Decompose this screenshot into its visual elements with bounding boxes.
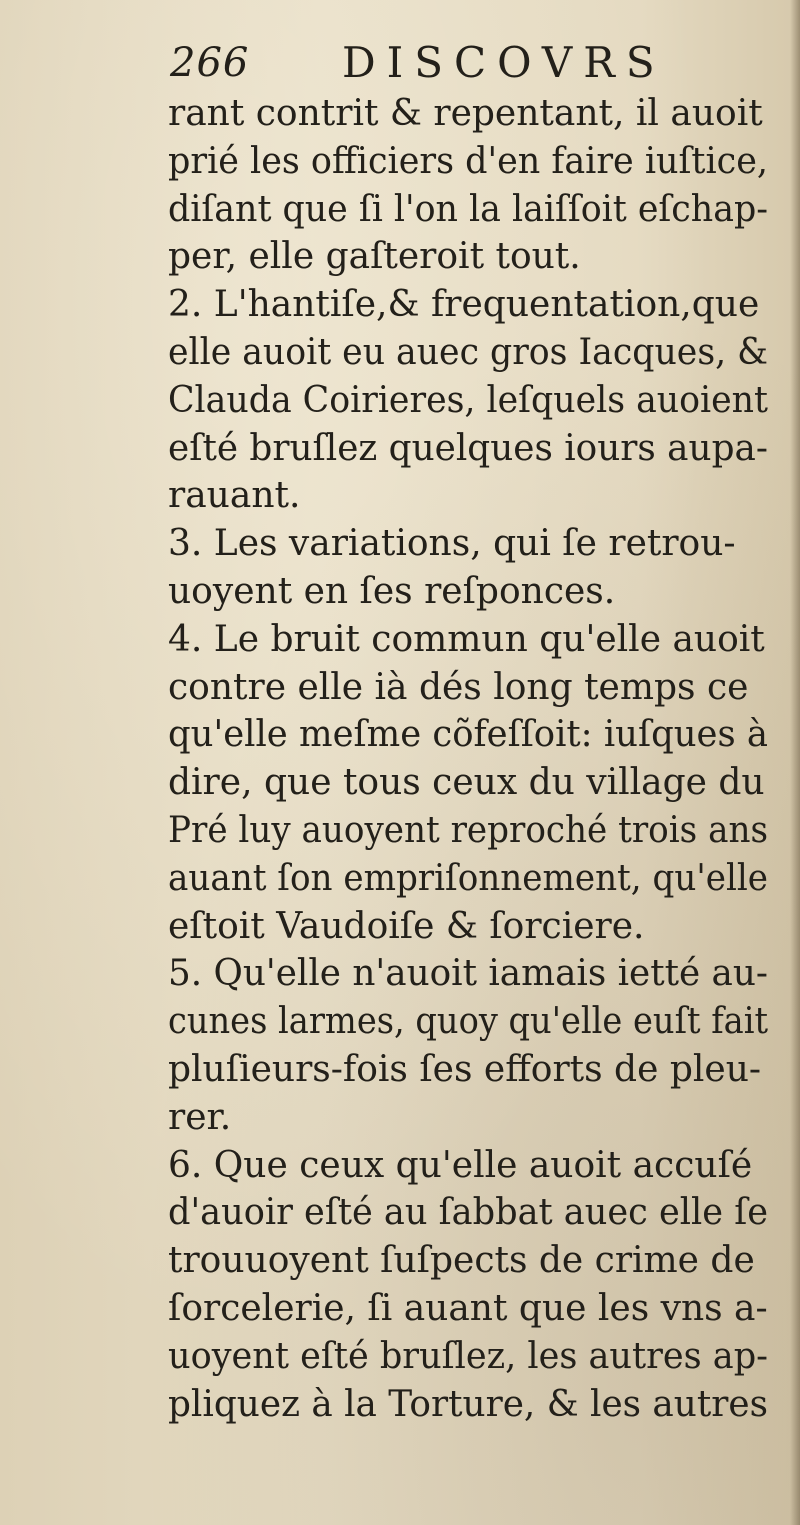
text-line: Clauda Coirieres, leſquels auoient — [168, 379, 768, 421]
text-line: uoyent eſté bruſlez, les autres ap- — [168, 1335, 769, 1377]
text-line: pluſieurs-fois ſes efforts de pleu- — [168, 1048, 762, 1090]
text-line: auant ſon empriſonnement, qu'elle — [168, 857, 769, 899]
text-line: elle auoit eu auec gros Iacques, & — [168, 331, 769, 373]
text-line: Pré luy auoyent reproché trois ans — [168, 809, 768, 851]
text-line: 5. Qu'elle n'auoit iamais ietté au- — [168, 953, 769, 995]
page-edge-shadow — [790, 0, 800, 1525]
text-line: dire, que tous ceux du village du — [168, 762, 765, 804]
text-line: 6. Que ceux qu'elle auoit accuſé — [168, 1144, 753, 1186]
text-line: eſté bruſlez quelques iours aupa- — [168, 427, 768, 469]
text-line: trouuoyent ſuſpects de crime de — [168, 1240, 755, 1282]
text-line: contre elle ià dés long temps ce — [168, 666, 749, 708]
text-line: qu'elle meſme cõfeſſoit: iuſques à — [168, 714, 769, 756]
text-line: uoyent en ſes reſponces. — [168, 570, 616, 612]
page-number: 266 — [170, 40, 250, 86]
text-line: rauant. — [168, 475, 301, 517]
text-line: 2. L'hantiſe,& frequentation,que — [168, 284, 760, 326]
text-line: ſorcelerie, ſi auant que les vns a- — [168, 1287, 768, 1329]
text-line: prié les officiers d'en faire iuſtice, — [168, 140, 768, 182]
text-line: pliquez à la Torture, & les autres — [168, 1383, 768, 1425]
running-title: DISCOVRS — [342, 38, 666, 87]
text-line: 3. Les variations, qui ſe retrou- — [168, 523, 736, 565]
text-line: cunes larmes, quoy qu'elle euſt fait — [168, 1001, 769, 1043]
text-line: eſtoit Vaudoiſe & ſorciere. — [168, 905, 645, 947]
text-line: rer. — [168, 1096, 232, 1138]
body-text — [168, 90, 768, 1428]
page-header — [170, 34, 670, 94]
text-line: 4. Le bruit commun qu'elle auoit — [168, 618, 765, 660]
text-line: per, elle gaſteroit tout. — [168, 236, 581, 278]
text-line: rant contrit & repentant, il auoit — [168, 93, 763, 134]
text-line: diſant que ſi l'on la laiſſoit eſchap- — [168, 188, 768, 230]
text-line: d'auoir eſté au ſabbat auec elle ſe — [168, 1192, 769, 1234]
